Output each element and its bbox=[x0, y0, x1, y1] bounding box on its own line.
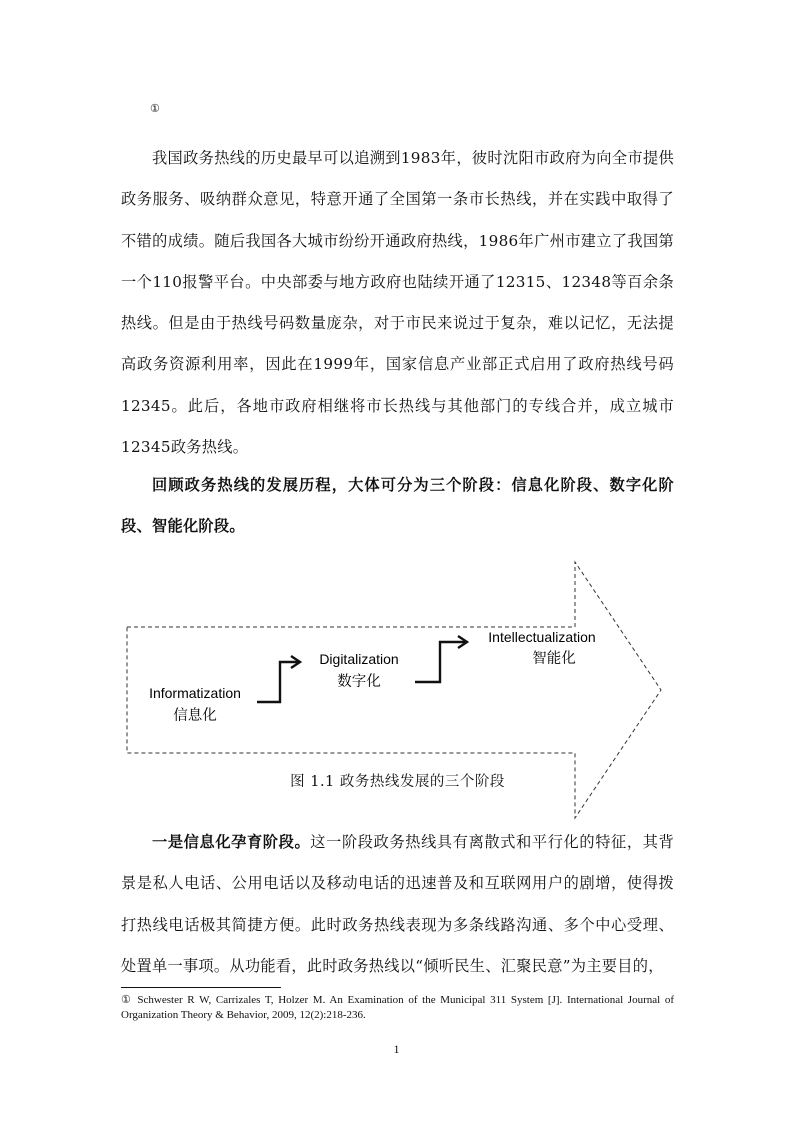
step-arrow-2 bbox=[415, 642, 465, 682]
paragraph-stage-one-body: 这一阶段政务热线具有离散式和平行化的特征，其背景是私人电话、公用电话以及移动电话的迅速普及和互联网用户的剧增，使得拨打热线电话极其简捷方便。此时政务热线表现为多条线路沟通、多个中心受理、处置单一事项。从功能看，此时政务热线以“倾听民生、汇聚民意”为主要目的， bbox=[121, 833, 675, 975]
paragraph-stage-one bbox=[121, 822, 674, 987]
stage-2-en: Digitalization bbox=[319, 651, 399, 667]
stage-3-zh: 智能化 bbox=[532, 651, 576, 667]
paragraph-history: 我国政务热线的历史最早可以追溯到1983年，彼时沈阳市政府为向全市提供政务服务、吸纳群众意见，特意开通了全国第一条市长热线，并在实践中取得了不错的成绩。随后我国各大城市纷纷开通政府热线，1986年广州市建立了我国第一个110报警平台。中央部委与地方政府也陆续开通了12315、12348等百余条热线。但是由于热线号码数量庞杂，对于市民来说过于复杂，难以记忆，无法提高政务资源利用率，因此在1999年，国家信息产业部正式启用了政府热线号码12345。此后，各地市政府相继将市长热线与其他部门的专线合并，成立城市12345政务热线。 bbox=[121, 149, 674, 457]
stage-3-en: Intellectualization bbox=[488, 629, 596, 645]
page-number: 1 bbox=[393, 1042, 400, 1056]
paragraph-stages-summary: 回顾政务热线的发展历程，大体可分为三个阶段：信息化阶段、数字化阶段、智能化阶段。 bbox=[121, 476, 674, 536]
footnote-divider bbox=[121, 987, 281, 988]
footnote-marker: ① bbox=[150, 102, 160, 115]
stage-1-en: Informatization bbox=[149, 685, 241, 701]
figure-caption: 图 1.1 政务热线发展的三个阶段 bbox=[290, 774, 505, 790]
footnote-text: ① Schwester R W, Carrizales T, Holzer M. An Examination of the Municipal 311 System [J]. International Journal of Organization Theory & Behavior, 2009, 12(2):218-236. bbox=[121, 994, 674, 1021]
paragraph-stage-one-lead: 一是信息化孕育阶段。 bbox=[152, 833, 311, 851]
stage-1-zh: 信息化 bbox=[173, 708, 217, 724]
stage-2-zh: 数字化 bbox=[337, 674, 381, 690]
